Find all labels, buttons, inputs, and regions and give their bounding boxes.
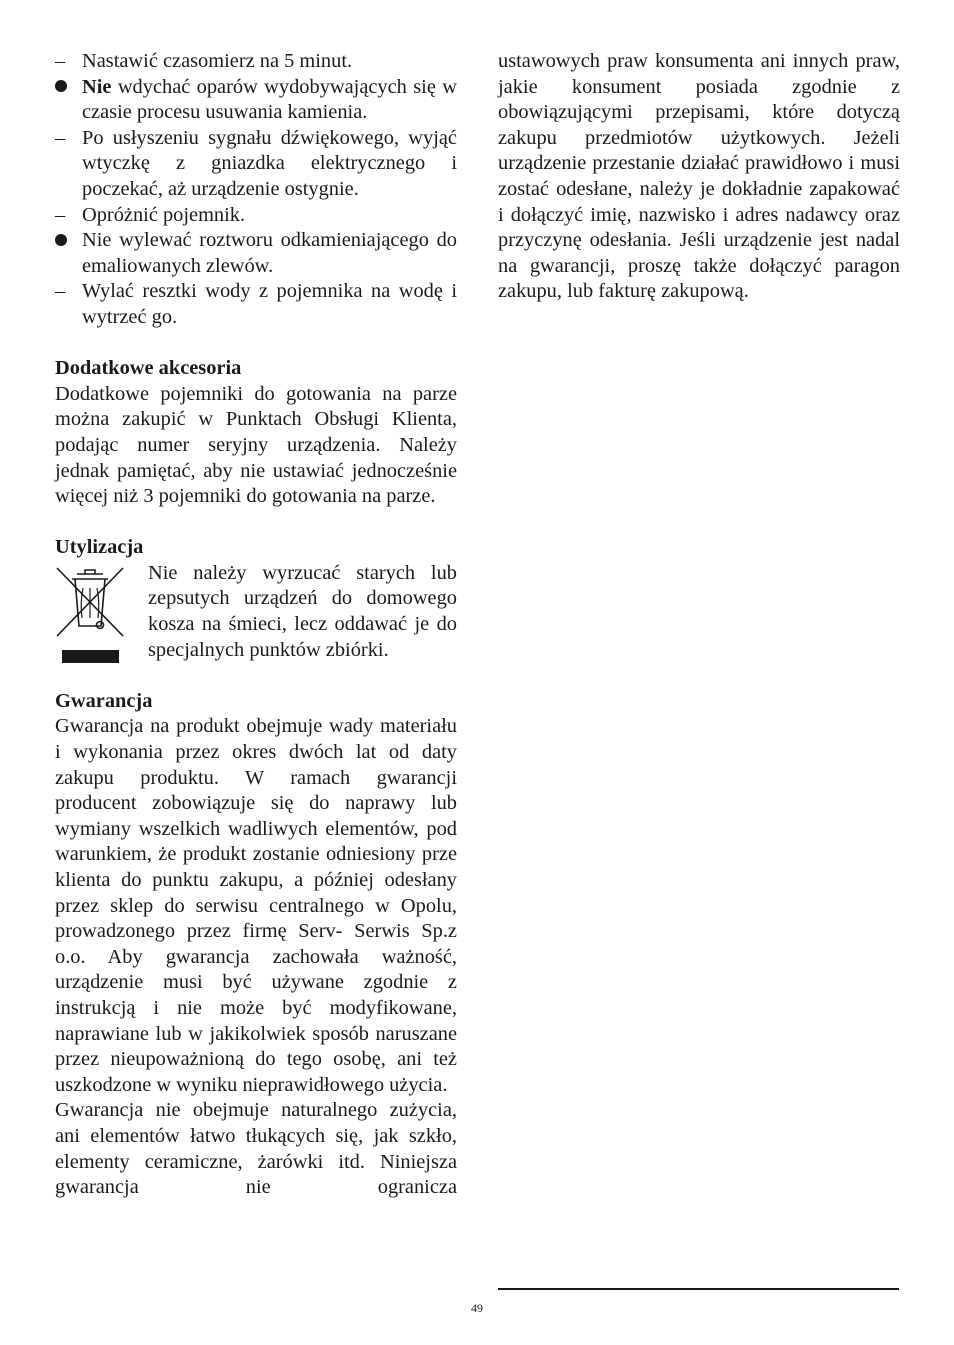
list-item-text: Nastawić czasomierz na 5 minut. (82, 50, 353, 72)
dash-marker: – (55, 50, 66, 72)
right-column (498, 49, 900, 305)
warranty-continuation-paragraph: ustawowych praw konsumenta ani innych praw, jakie konsument posiada zgodnie z obowiązującymi przepisami, które dotyczą zakupu przedmiotów użytkowych. Jeżeli urządzenie przestanie działać prawidłowo i musi zostać odesłane, należy je dokładnie zapakować i dołączyć imię, nazwisko i adres nadawcy oraz przyczynę odesłania. Jeśli urządzenie jest nadal na gwarancji, proszę także dołączyć paragon zakupu, lub fakturę zakupową. (498, 50, 900, 303)
section-heading-accessories: Dodatkowe akcesoria (55, 357, 242, 380)
weee-crossed-bin-icon (55, 564, 125, 664)
disposal-block (55, 561, 457, 663)
list-item-text: Nie wdychać oparów wydobywających się w czasie procesu usuwania kamienia. (82, 75, 457, 124)
section-heading-disposal: Utylizacja (55, 536, 144, 559)
bullet-dot-icon (55, 228, 82, 254)
bullet-dot-icon (55, 75, 82, 101)
list-item-text: Wylać resztki wody z pojemnika na wodę i wytrzeć go. (82, 280, 457, 328)
footer-rule (498, 1288, 899, 1290)
warranty-paragraph-1: Gwarancja na produkt obejmuje wady materiału i wykonania przez okres dwóch lat od daty zakupu produktu. W ramach gwarancji producent zobowiązuje się do naprawy lub wymiany wszelkich wadliwych elementów, pod warunkiem, że produkt zostanie odniesiony prze klienta do punktu zakupu, a później odesłany przez sklep do serwisu centralnego w Opolu, prowadzonego przez firmę Serv- Serwis Sp.z o.o. Aby gwarancja zachowała ważność, urządzenie musi być używane zgodnie z instrukcją i nie może być modyfikowane, naprawiane lub w jakikolwiek sposób naruszane przez nieupoważnioną do tego osobę, ani też uszkodzone w wyniku nieprawidłowego użycia. (55, 715, 457, 1096)
page-number: 49 (471, 1301, 483, 1315)
dash-marker: – (55, 280, 66, 303)
left-column (55, 49, 457, 1201)
list-item (55, 75, 457, 126)
list-item (55, 203, 457, 229)
section-heading-warranty: Gwarancja (55, 689, 153, 712)
emphasis-word: Nie (82, 75, 112, 98)
accessories-paragraph: Dodatkowe pojemniki do gotowania na parze można zakupić w Punktach Obsługi Klienta, podając numer seryjny urządzenia. Należy jednak pamiętać, aby nie ustawiać jednocześnie więcej niż 3 pojemniki do gotowania na parze. (55, 382, 457, 508)
list-item-text: Nie wylewać roztworu odkamieniającego do emaliowanych zlewów. (82, 229, 457, 277)
dash-marker: – (55, 203, 66, 226)
disposal-paragraph: Nie należy wyrzucać starych lub zepsutych urządzeń do domowego kosza na śmieci, lecz oddawać je do specjalnych punktów zbiórki. (148, 561, 457, 661)
list-item (55, 49, 457, 75)
list-item (55, 279, 457, 330)
warranty-paragraph-2: Gwarancja nie obejmuje naturalnego zużycia, ani elementów łatwo tłukących się, jak szkło, elementy ceramiczne, żarówki itd. Niniejsza gwarancja nie ogranicza (55, 1099, 457, 1199)
dash-marker: – (55, 126, 66, 149)
list-item (55, 126, 457, 203)
list-item-text: Opróżnić pojemnik. (82, 203, 246, 226)
list-item-text: Po usłyszeniu sygnału dźwiękowego, wyjąć wtyczkę z gniazdka elektrycznego i poczekać, aż urządzenie ostygnie. (82, 126, 457, 200)
list-item (55, 228, 457, 279)
